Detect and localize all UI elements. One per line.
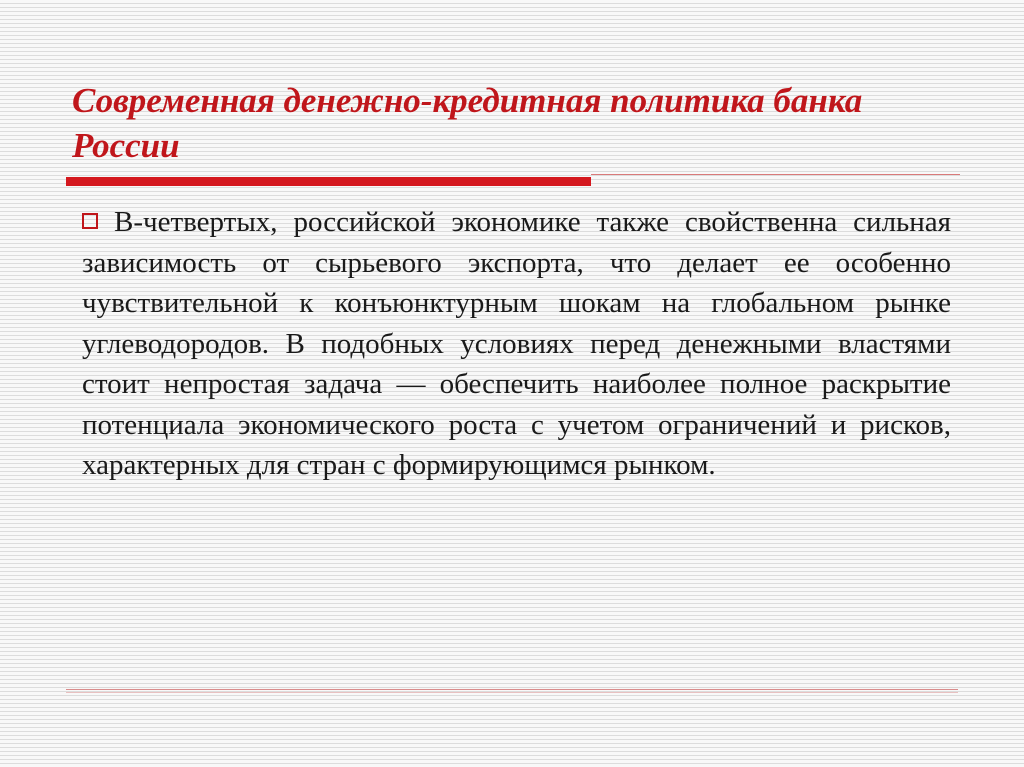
bullet-paragraph (82, 202, 951, 486)
title-underline-thick (66, 177, 591, 186)
hollow-square-bullet-icon (82, 213, 98, 229)
paragraph-text: В-четвертых, российской экономике также свойственна сильная зависимость от сырьевого экспорта, что делает ее особенно чувствительной к конъюнктурным шокам на глобальном рынке углеводородов. В подобных условиях перед денежными властями стоит непростая задача — обеспечить наиболее полное раскрытие потенциала экономического роста с учетом ограничений и рисков, характерных для стран с формирующимся рынком. (82, 206, 951, 481)
footer-divider (66, 689, 958, 690)
footer-divider-secondary (66, 692, 958, 693)
slide-title: Современная денежно-кредитная политика банка России (72, 81, 863, 165)
title-underline-thin (591, 174, 960, 175)
